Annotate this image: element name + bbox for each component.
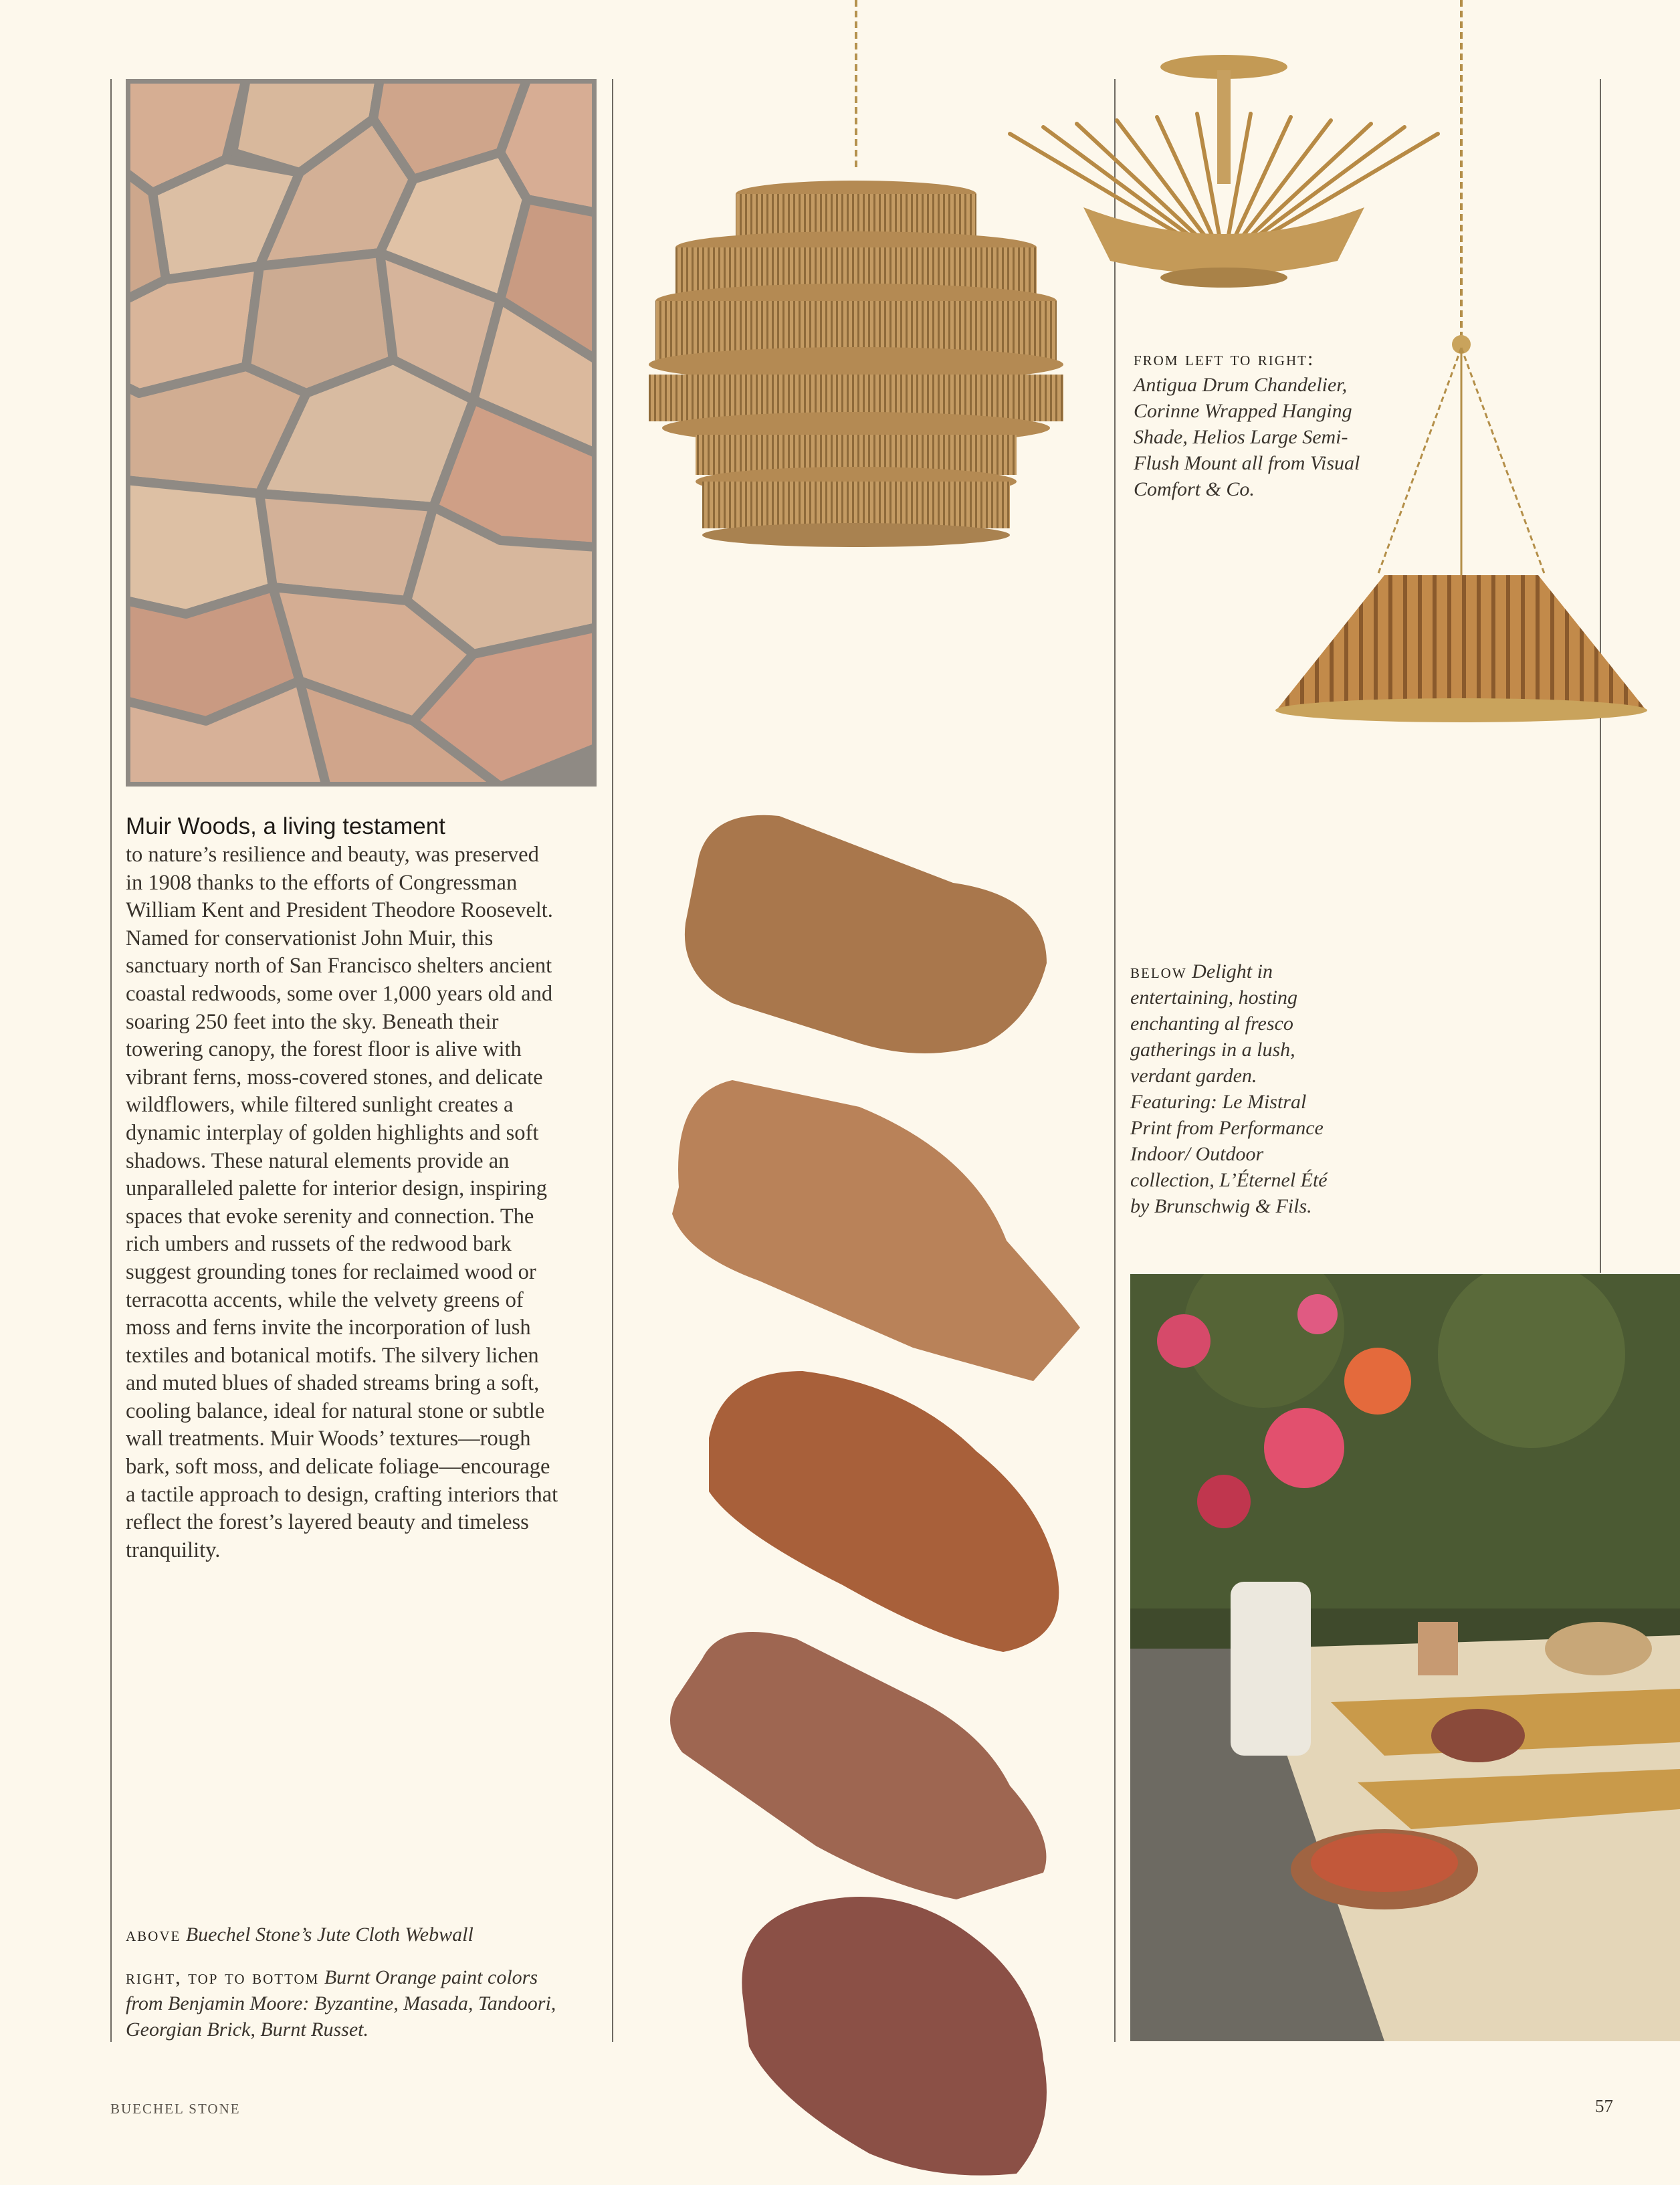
column-rule-mid-right	[1114, 79, 1116, 2042]
caption-lamps-text: Antigua Drum Chandelier, Corinne Wrapped Hanging Shade, Helios Large Semi-Flush Mount all from Visual Comfort & Co.	[1134, 374, 1360, 500]
paint-swatch-georgian-brick	[662, 1619, 1063, 1916]
article-heading: Muir Woods, a living testament	[126, 813, 445, 839]
caption-above-label: above	[126, 1923, 181, 1946]
page-number: 57	[1595, 2096, 1613, 2116]
column-rule-mid-left	[612, 79, 613, 2042]
caption-right	[126, 1964, 567, 2043]
article-body: to nature’s resilience and beauty, was preserved in 1908 thanks to the efforts of Congressman William Kent and President Theodore Roosevelt. Named for conservationist John Muir, this sanctuary north of San Francisco shelters ancient coastal redwoods, some over 1,000 years old and soaring 250 feet into the sky. Beneath their towering canopy, the forest floor is alive with vibrant ferns, moss-covered stones, and delicate wildflowers, while filtered sunlight creates a dynamic interplay of golden highlights and soft shadows. These natural elements provide an unparalleled palette for interior design, inspiring spaces that evoke serenity and connection. The rich umbers and russets of the redwood bark suggest grounding tones for reclaimed wood or terracotta accents, while the velvety greens of moss and ferns invite the incorporation of lush textiles and botanical motifs. The silvery lichen and muted blues of shaded streams bring a soft, cooling balance, ideal for natural stone or subtle wall treatments. Muir Woods’ textures—rough bark, soft moss, and delicate foliage—encourage a tactile approach to design, crafting interiors that reflect the forest’s layered beauty and timeless tranquility.	[126, 843, 558, 1562]
caption-below-label: below	[1130, 960, 1187, 982]
corinne-wrapped-hanging-shade-image	[1271, 0, 1659, 729]
paint-swatch-burnt-russet	[722, 1886, 1057, 2185]
caption-below	[1130, 958, 1331, 1219]
swatch-shape	[685, 815, 1047, 1053]
caption-above-text: Buechel Stone’s Jute Cloth Webwall	[185, 1923, 474, 1946]
caption-lamps-label: from left to right:	[1134, 348, 1315, 370]
paint-swatch-byzantine	[672, 803, 1060, 1087]
stone-wall-photo	[126, 79, 597, 787]
caption-below-text: Delight in entertaining, hosting enchanting al fresco gatherings in a lush, verdant garden. Featuring: Le Mistral Print from Performance Indoor/ Outdoor collection, L’Éternel Été by Brunschwig & Fils.	[1130, 960, 1328, 1217]
garden-table-photo	[1130, 1274, 1680, 2041]
footer-publication: BUECHEL STONE	[110, 2101, 241, 2117]
column-rule-left	[110, 79, 112, 2042]
paint-swatch-masada	[659, 1067, 1100, 1391]
caption-right-text: Burnt Orange paint colors from Benjamin Moore: Byzantine, Masada, Tandoori, Georgian Brick, Burnt Russet.	[126, 1966, 556, 2041]
caption-above	[126, 1921, 554, 1948]
paint-swatch-tandoori	[696, 1358, 1070, 1662]
article	[126, 812, 560, 1564]
caption-right-label: right, top to bottom	[126, 1966, 320, 1988]
